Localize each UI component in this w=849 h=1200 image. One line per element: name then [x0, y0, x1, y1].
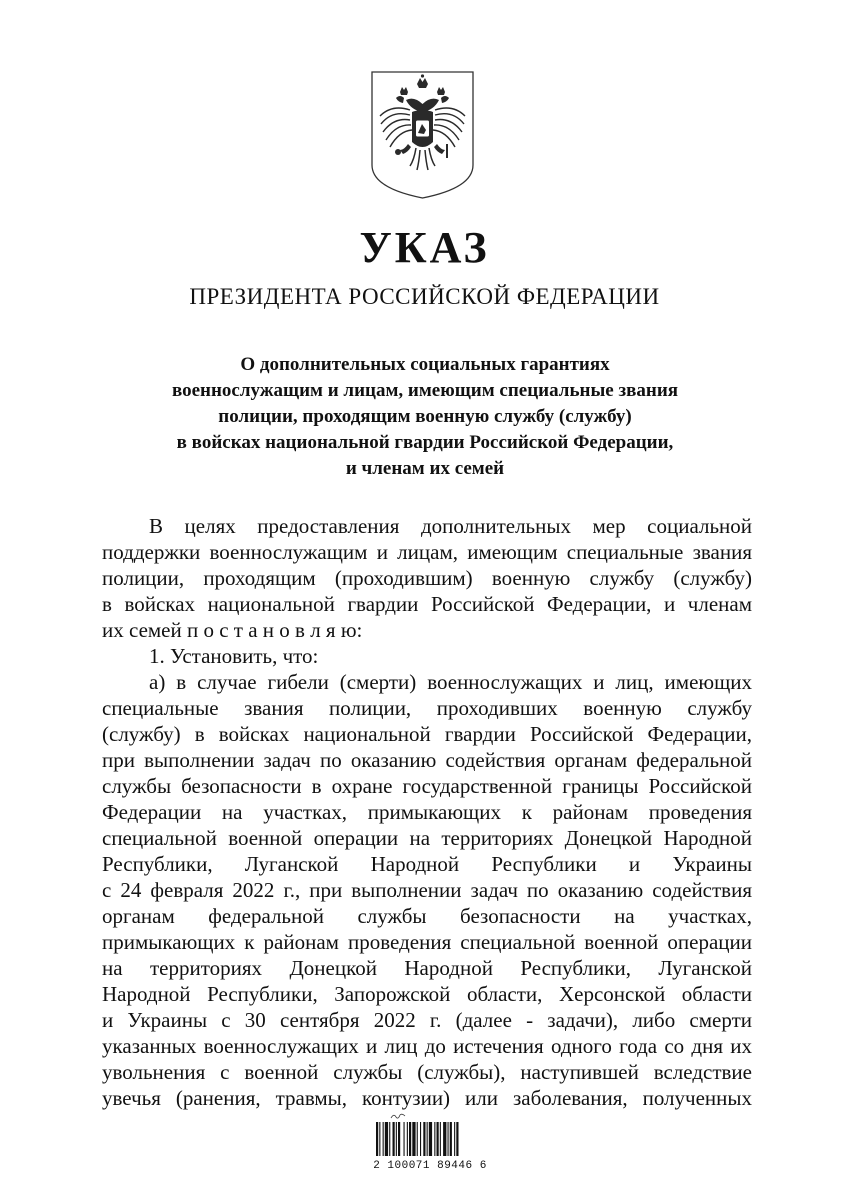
decree-heading	[100, 352, 750, 482]
heading-line: О дополнительных социальных гарантиях	[240, 354, 610, 375]
decree-issuer: ПРЕЗИДЕНТА РОССИЙСКОЙ ФЕДЕРАЦИИ	[189, 284, 660, 309]
decree-title: УКАЗ	[359, 223, 490, 272]
body-line	[102, 617, 752, 643]
body-line: В целях предоставления дополнительных мер социальной	[149, 514, 752, 538]
body-line: с 24 февраля 2022 г., при выполнении задач по оказанию содействия	[102, 878, 752, 902]
body-line: службы безопасности в охране государственной границы Российской	[102, 774, 752, 798]
signature-mark-icon	[390, 1112, 406, 1122]
body-line: Народной Республики, Запорожской области, Херсонской области	[102, 982, 752, 1006]
body-line: (службу) в войсках национальной гвардии Российской Федерации,	[102, 722, 752, 746]
heading-line: полиции, проходящим военную службу (службу)	[218, 406, 632, 427]
body-line: указанных военнослужащих и лиц до истечения одного года со дня их	[102, 1034, 752, 1058]
decree-resolve-word: п о с т а н о в л я ю:	[186, 618, 363, 642]
heading-line: и членам их семей	[345, 458, 505, 479]
heading-line: в войсках национальной гвардии Российской Федерации,	[176, 432, 674, 453]
body-line: при выполнении задач по оказанию содействия органам федеральной	[102, 748, 752, 772]
barcode	[370, 1112, 490, 1182]
coat-of-arms-emblem	[370, 70, 475, 200]
body-line: специальные звания полиции, проходивших военную службу	[102, 696, 752, 720]
decree-body	[102, 513, 752, 1111]
body-line: 1. Установить, что:	[149, 644, 319, 668]
body-line: примыкающих к районам проведения специальной военной операции	[102, 930, 752, 954]
body-line: а) в случае гибели (смерти) военнослужащих и лиц, имеющих	[149, 670, 752, 694]
body-line: в войсках национальной гвардии Российской Федерации, и членам	[102, 592, 752, 616]
body-line: на территориях Донецкой Народной Республики, Луганской	[102, 956, 752, 980]
body-line-fragment: их семей	[102, 618, 182, 642]
body-line: Республики, Луганской Народной Республики и Украины	[102, 852, 752, 876]
body-line: полиции, проходящим (проходившим) военную службу (службу)	[102, 566, 752, 590]
barcode-number: 2 100071 89446 6	[373, 1160, 487, 1172]
body-line: увольнения с военной службы (службы), наступившей вследствие	[102, 1060, 752, 1084]
heading-line: военнослужащим и лицам, имеющим специальные звания	[171, 380, 679, 401]
body-line: увечья (ранения, травмы, контузии) или заболевания, полученных	[102, 1086, 752, 1110]
body-line: органам федеральной службы безопасности на участках,	[102, 904, 752, 928]
body-line: специальной военной операции на территориях Донецкой Народной	[102, 826, 752, 850]
body-line: поддержки военнослужащим и лицам, имеющим специальные звания	[102, 540, 752, 564]
body-line: Федерации на участках, примыкающих к районам проведения	[102, 800, 752, 824]
barcode-bars	[370, 1122, 490, 1158]
body-line: и Украины с 30 сентября 2022 г. (далее - задачи), либо смерти	[102, 1008, 752, 1032]
